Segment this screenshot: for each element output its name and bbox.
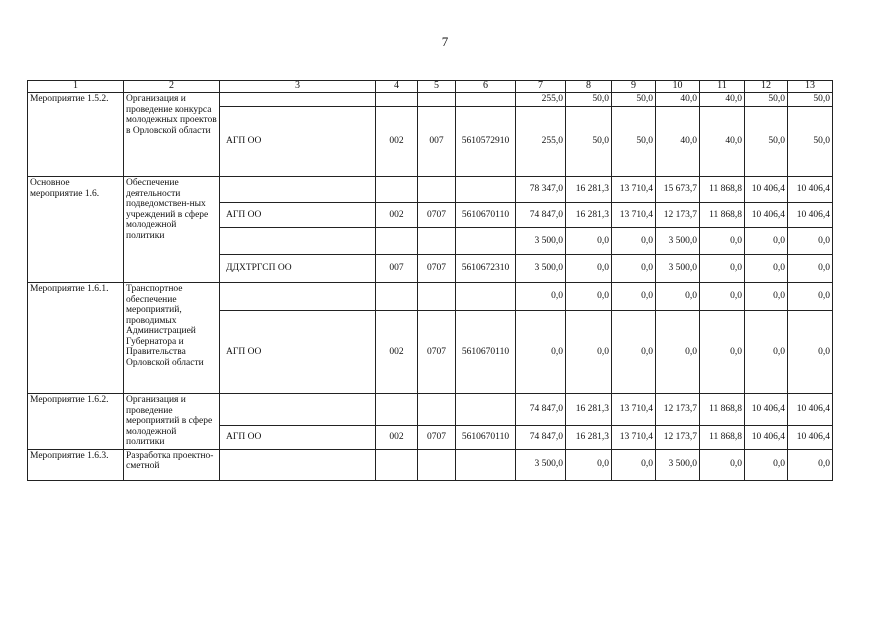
- page-number: 7: [441, 34, 449, 49]
- amount-cell: 78 347,0: [516, 177, 566, 203]
- code-target-cell: 5610672310: [456, 255, 516, 283]
- code-section-cell: 0707: [418, 203, 456, 228]
- amount-cell: 40,0: [700, 107, 745, 177]
- amount-cell: 16 281,3: [566, 177, 612, 203]
- code-target-cell: 5610670110: [456, 425, 516, 449]
- amount-cell: 0,0: [612, 228, 656, 255]
- code-section-cell: [418, 449, 456, 480]
- amount-cell: 3 500,0: [656, 228, 700, 255]
- amount-cell: 0,0: [788, 228, 833, 255]
- amount-cell: 3 500,0: [516, 255, 566, 283]
- amount-cell: 0,0: [700, 311, 745, 394]
- amount-cell: 40,0: [700, 93, 745, 107]
- amount-cell: 10 406,4: [745, 425, 788, 449]
- column-header: 8: [566, 81, 612, 93]
- amount-cell: 10 406,4: [788, 394, 833, 426]
- amount-cell: 13 710,4: [612, 394, 656, 426]
- code-section-cell: [418, 283, 456, 311]
- amount-cell: 13 710,4: [612, 203, 656, 228]
- column-header: 4: [376, 81, 418, 93]
- table-body: [28, 93, 833, 481]
- executor-cell: [220, 177, 376, 203]
- code-target-cell: 5610670110: [456, 311, 516, 394]
- amount-cell: 12 173,7: [656, 394, 700, 426]
- amount-cell: 10 406,4: [745, 203, 788, 228]
- amount-cell: 0,0: [566, 228, 612, 255]
- code-section-cell: [418, 394, 456, 426]
- code-gr-cell: [376, 449, 418, 480]
- amount-cell: 15 673,7: [656, 177, 700, 203]
- column-header: 5: [418, 81, 456, 93]
- amount-cell: 50,0: [566, 93, 612, 107]
- amount-cell: 3 500,0: [516, 449, 566, 480]
- code-gr-cell: [376, 283, 418, 311]
- amount-cell: 0,0: [566, 311, 612, 394]
- code-gr-cell: [376, 228, 418, 255]
- code-section-cell: 0707: [418, 255, 456, 283]
- amount-cell: 0,0: [788, 283, 833, 311]
- column-header: 12: [745, 81, 788, 93]
- code-section-cell: [418, 228, 456, 255]
- code-target-cell: [456, 283, 516, 311]
- amount-cell: 10 406,4: [788, 177, 833, 203]
- column-header: 1: [28, 81, 124, 93]
- code-target-cell: [456, 177, 516, 203]
- table-row: [28, 394, 833, 426]
- amount-cell: 10 406,4: [745, 177, 788, 203]
- table-row: [28, 177, 833, 203]
- executor-cell: АГП ОО: [220, 311, 376, 394]
- amount-cell: 255,0: [516, 93, 566, 107]
- amount-cell: 0,0: [788, 255, 833, 283]
- executor-cell: АГП ОО: [220, 107, 376, 177]
- amount-cell: 255,0: [516, 107, 566, 177]
- amount-cell: 0,0: [566, 283, 612, 311]
- amount-cell: 0,0: [700, 449, 745, 480]
- amount-cell: 11 868,8: [700, 177, 745, 203]
- amount-cell: 50,0: [745, 93, 788, 107]
- measure-name: Организация и проведение мероприятий в сфере молодежной политики: [124, 394, 220, 450]
- measure-name: Транспортное обеспечение мероприятий, проводимых Администрацией Губернатора и Правительства Орловской области: [124, 283, 220, 394]
- amount-cell: 12 173,7: [656, 425, 700, 449]
- executor-cell: [220, 394, 376, 426]
- amount-cell: 0,0: [656, 283, 700, 311]
- executor-cell: [220, 93, 376, 107]
- amount-cell: 0,0: [788, 449, 833, 480]
- measure-code: Основное мероприятие 1.6.: [28, 177, 124, 283]
- amount-cell: 0,0: [745, 449, 788, 480]
- amount-cell: 0,0: [566, 255, 612, 283]
- column-header: 3: [220, 81, 376, 93]
- code-target-cell: [456, 449, 516, 480]
- column-header: 10: [656, 81, 700, 93]
- executor-cell: АГП ОО: [220, 203, 376, 228]
- code-gr-cell: 002: [376, 107, 418, 177]
- code-gr-cell: [376, 177, 418, 203]
- executor-cell: АГП ОО: [220, 425, 376, 449]
- amount-cell: 3 500,0: [516, 228, 566, 255]
- amount-cell: 50,0: [788, 93, 833, 107]
- amount-cell: 16 281,3: [566, 425, 612, 449]
- column-header: 6: [456, 81, 516, 93]
- amount-cell: 40,0: [656, 93, 700, 107]
- code-target-cell: 5610572910: [456, 107, 516, 177]
- amount-cell: 0,0: [745, 228, 788, 255]
- amount-cell: 10 406,4: [788, 203, 833, 228]
- amount-cell: 16 281,3: [566, 394, 612, 426]
- measure-code: Мероприятие 1.6.1.: [28, 283, 124, 394]
- amount-cell: 10 406,4: [788, 425, 833, 449]
- amount-cell: 3 500,0: [656, 449, 700, 480]
- amount-cell: 0,0: [745, 283, 788, 311]
- amount-cell: 50,0: [566, 107, 612, 177]
- amount-cell: 13 710,4: [612, 177, 656, 203]
- amount-cell: 0,0: [788, 311, 833, 394]
- code-section-cell: 0707: [418, 311, 456, 394]
- executor-cell: ДДХТРГСП ОО: [220, 255, 376, 283]
- amount-cell: 11 868,8: [700, 203, 745, 228]
- amount-cell: 11 868,8: [700, 394, 745, 426]
- amount-cell: 74 847,0: [516, 425, 566, 449]
- code-gr-cell: 007: [376, 255, 418, 283]
- amount-cell: 0,0: [745, 255, 788, 283]
- measure-name: Обеспечение деятельности подведомствен-ных учреждений в сфере молодежной политики: [124, 177, 220, 283]
- amount-cell: 74 847,0: [516, 203, 566, 228]
- amount-cell: 50,0: [612, 93, 656, 107]
- code-target-cell: [456, 228, 516, 255]
- code-target-cell: [456, 394, 516, 426]
- amount-cell: 50,0: [745, 107, 788, 177]
- column-header: 7: [516, 81, 566, 93]
- amount-cell: 3 500,0: [656, 255, 700, 283]
- code-target-cell: 5610670110: [456, 203, 516, 228]
- amount-cell: 0,0: [566, 449, 612, 480]
- code-gr-cell: 002: [376, 425, 418, 449]
- amount-cell: 0,0: [700, 228, 745, 255]
- executor-cell: [220, 228, 376, 255]
- column-header: 9: [612, 81, 656, 93]
- amount-cell: 74 847,0: [516, 394, 566, 426]
- column-header: 2: [124, 81, 220, 93]
- code-section-cell: [418, 177, 456, 203]
- amount-cell: 0,0: [745, 311, 788, 394]
- executor-cell: [220, 449, 376, 480]
- code-gr-cell: 002: [376, 203, 418, 228]
- table-row: [28, 283, 833, 311]
- code-gr-cell: 002: [376, 311, 418, 394]
- table-row: [28, 93, 833, 107]
- amount-cell: 0,0: [612, 255, 656, 283]
- code-target-cell: [456, 93, 516, 107]
- amount-cell: 0,0: [516, 283, 566, 311]
- executor-cell: [220, 283, 376, 311]
- measure-name: Разработка проектно-сметной: [124, 449, 220, 480]
- budget-table: [27, 80, 833, 481]
- amount-cell: 13 710,4: [612, 425, 656, 449]
- amount-cell: 0,0: [656, 311, 700, 394]
- column-header: 13: [788, 81, 833, 93]
- code-section-cell: 007: [418, 107, 456, 177]
- amount-cell: 0,0: [700, 255, 745, 283]
- amount-cell: 50,0: [788, 107, 833, 177]
- measure-name: Организация и проведение конкурса молодежных проектов в Орловской области: [124, 93, 220, 177]
- amount-cell: 50,0: [612, 107, 656, 177]
- amount-cell: 12 173,7: [656, 203, 700, 228]
- table-row: [28, 449, 833, 480]
- amount-cell: 0,0: [612, 311, 656, 394]
- amount-cell: 0,0: [612, 449, 656, 480]
- code-gr-cell: [376, 93, 418, 107]
- table-header-row: [28, 81, 833, 93]
- measure-code: Мероприятие 1.6.2.: [28, 394, 124, 450]
- measure-code: Мероприятие 1.5.2.: [28, 93, 124, 177]
- amount-cell: 10 406,4: [745, 394, 788, 426]
- amount-cell: 11 868,8: [700, 425, 745, 449]
- column-header: 11: [700, 81, 745, 93]
- amount-cell: 40,0: [656, 107, 700, 177]
- code-section-cell: 0707: [418, 425, 456, 449]
- amount-cell: 0,0: [700, 283, 745, 311]
- measure-code: Мероприятие 1.6.3.: [28, 449, 124, 480]
- amount-cell: 0,0: [516, 311, 566, 394]
- code-gr-cell: [376, 394, 418, 426]
- amount-cell: 16 281,3: [566, 203, 612, 228]
- amount-cell: 0,0: [612, 283, 656, 311]
- code-section-cell: [418, 93, 456, 107]
